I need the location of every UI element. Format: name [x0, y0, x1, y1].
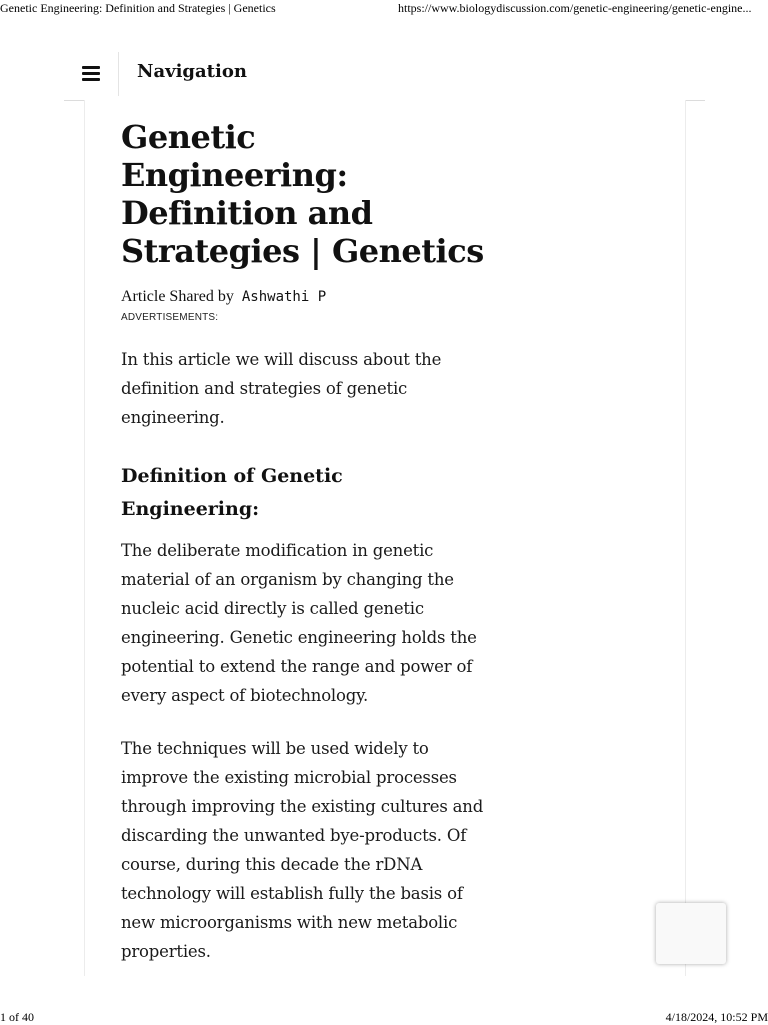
byline [121, 288, 486, 306]
print-footer-page: 1 of 40 [0, 1010, 34, 1024]
print-header-title: Genetic Engineering: Definition and Strategies | Genetics [0, 1, 276, 15]
content-rule-left [64, 100, 84, 101]
print-footer-datetime: 4/18/2024, 10:52 PM [665, 1010, 768, 1024]
article [121, 118, 486, 966]
advertisements-label: ADVERTISEMENTS: [121, 312, 219, 323]
navigation-bar [64, 52, 704, 96]
nav-divider [118, 52, 119, 96]
content-border-left [84, 100, 85, 976]
paragraph-definition: The deliberate modification in genetic material of an organism by changing the nucleic acid directly is called genetic engineering. Genetic engineering holds the potential to extend the range and power of every aspect of biotechnology. [121, 541, 477, 705]
intro-paragraph: In this article we will discuss about the definition and strategies of genetic engineering. [121, 350, 442, 427]
navigation-label[interactable]: Navigation [137, 61, 247, 82]
article-title: Genetic Engineering: Definition and Strategies | Genetics [121, 118, 484, 270]
byline-prefix: Article Shared by [121, 288, 234, 305]
section-heading: Definition of Genetic Engineering: [121, 465, 343, 520]
content-border-right [685, 100, 686, 976]
author-name[interactable]: Ashwathi P [241, 289, 327, 305]
content-rule-right [685, 100, 705, 101]
print-header-url: https://www.biologydiscussion.com/genetic-engineering/genetic-engine... [398, 1, 752, 15]
paragraph-techniques: The techniques will be used widely to improve the existing microbial processes through improving the existing cultures and discarding the unwanted bye-products. Of course, during this decade the rDNA technology will establish fully the basis of new microorganisms with new metabolic properties. [121, 739, 484, 961]
recaptcha-badge[interactable] [656, 903, 726, 964]
hamburger-menu-icon[interactable] [82, 66, 100, 82]
